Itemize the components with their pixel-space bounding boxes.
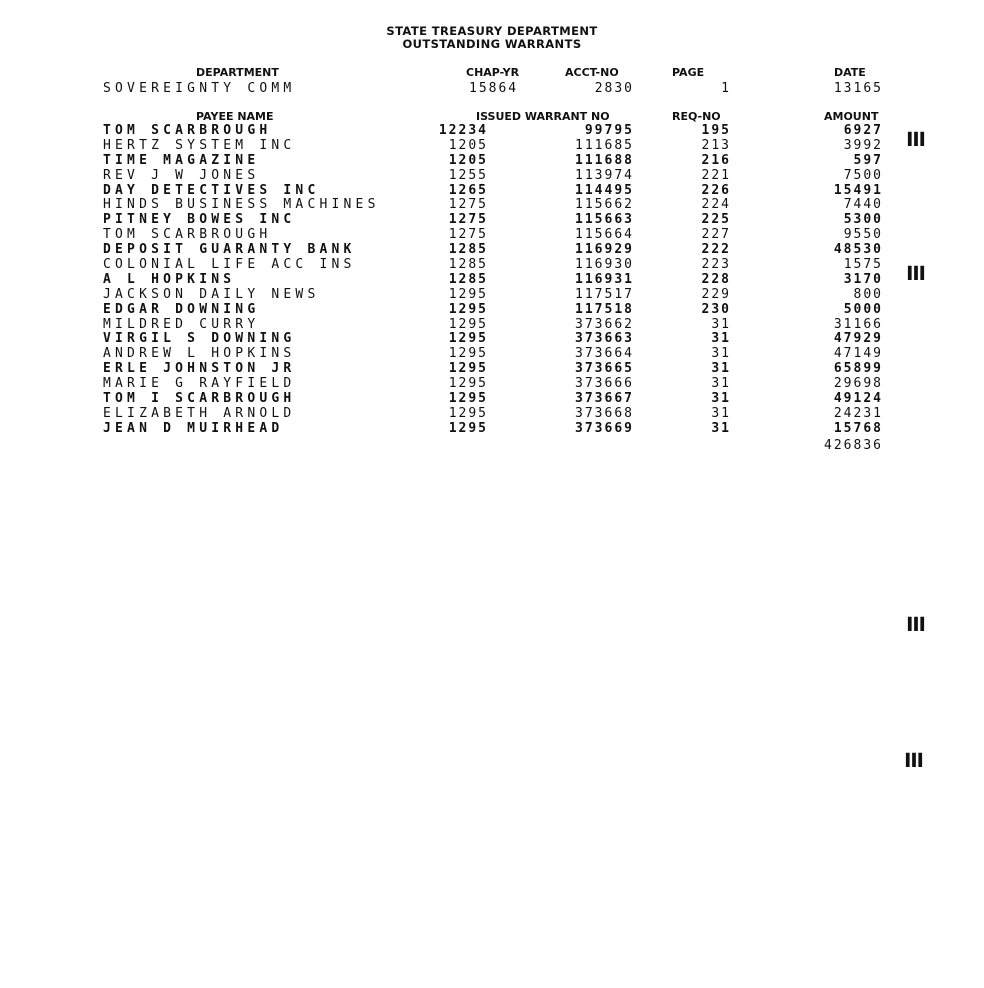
warrant-no-cell: 373669 [575,420,634,436]
issued-cell: 12234 [438,123,488,138]
payee-name-cell: A L HOPKINS [103,271,236,287]
warrant-rows [0,124,984,437]
date-value: 13165 [833,81,883,96]
req-no-cell: 224 [701,197,731,213]
amount-header: AMOUNT [824,110,879,123]
payee-name-cell: DEPOSIT GUARANTY BANK [103,242,356,258]
table-row [0,377,984,392]
warrant-no-cell: 117517 [575,286,634,302]
amount-cell: 800 [853,286,883,302]
payee-name-cell: REV J W JONES [103,167,260,183]
table-row [0,303,984,318]
warrant-no-cell: 111685 [575,137,634,153]
warrant-no-cell: 373665 [575,361,634,377]
warrant-no-cell: 115663 [575,212,634,228]
amount-cell: 597 [853,152,883,168]
warrant-no-cell: 117518 [575,301,634,317]
payee-name-cell: JEAN D MUIRHEAD [103,420,284,436]
req-no-cell: 31 [711,420,731,436]
payee-name-cell: ANDREW L HOPKINS [103,346,296,362]
warrant-no-cell: 373667 [575,391,634,407]
table-row [0,258,984,273]
issued-cell: 1205 [448,137,488,153]
warrant-no-cell: 373664 [575,346,634,362]
payee-name-cell: COLONIAL LIFE ACC INS [103,257,356,273]
table-row [0,154,984,169]
amount-cell: 3170 [843,271,883,287]
issued-cell: 1265 [448,182,488,198]
chap-yr-value: 15864 [469,81,519,96]
amount-cell: 48530 [833,242,883,258]
department-value: SOVEREIGNTY COMM [103,81,296,96]
amount-cell: 15768 [833,420,883,436]
warrant-no-cell: 111688 [575,152,634,168]
table-row [0,288,984,303]
amount-cell: 31166 [833,316,883,332]
table-row [0,407,984,422]
req-no-cell: 31 [711,331,731,347]
amount-cell: 47149 [833,346,883,362]
payee-name-cell: HERTZ SYSTEM INC [103,137,296,153]
chap-yr-label: CHAP-YR [466,66,520,79]
payee-name-cell: EDGAR DOWNING [103,301,260,317]
payee-name-cell: ELIZABETH ARNOLD [103,405,296,421]
table-row [0,198,984,213]
amount-cell: 3992 [843,137,883,153]
table-row [0,347,984,362]
amount-cell: 9550 [843,227,883,243]
issued-cell: 1255 [448,167,488,183]
amount-cell: 5300 [843,212,883,228]
amount-cell: 15491 [833,182,883,198]
payee-name-cell: MARIE G RAYFIELD [103,376,296,392]
page-value: 1 [721,81,731,96]
table-row [0,184,984,199]
amount-cell: 7500 [843,167,883,183]
table-row [0,124,984,139]
req-no-cell: 226 [701,182,731,198]
payee-name-header: PAYEE NAME [196,110,274,123]
req-no-cell: 213 [701,137,731,153]
table-row [0,213,984,228]
req-no-cell: 228 [701,271,731,287]
warrant-no-cell: 373666 [575,376,634,392]
payee-name-cell: HINDS BUSINESS MACHINES [103,197,380,213]
issued-cell: 1295 [448,331,488,347]
issued-cell: 1295 [448,391,488,407]
acct-no-label: ACCT-NO [565,66,619,79]
issued-cell: 1295 [448,316,488,332]
req-no-cell: 31 [711,346,731,362]
req-no-cell: 229 [701,286,731,302]
issued-cell: 1285 [448,257,488,273]
req-no-cell: 227 [701,227,731,243]
issued-cell: 1295 [448,420,488,436]
issued-cell: 1285 [448,242,488,258]
req-no-cell: 230 [701,301,731,317]
table-row [0,392,984,407]
issued-cell: 1295 [448,286,488,302]
table-row [0,273,984,288]
payee-name-cell: JACKSON DAILY NEWS [103,286,320,302]
amount-cell: 6927 [843,123,883,138]
payee-name-cell: PITNEY BOWES INC [103,212,296,228]
issued-cell: 1275 [448,212,488,228]
req-no-cell: 221 [701,167,731,183]
payee-name-cell: TIME MAGAZINE [103,152,260,168]
margin-mark: ▌▌▌ [906,753,925,767]
table-row [0,362,984,377]
amount-cell: 65899 [833,361,883,377]
req-no-cell: 31 [711,376,731,392]
issued-cell: 1295 [448,361,488,377]
margin-mark: ▌▌▌ [908,617,927,631]
amount-cell: 1575 [843,257,883,273]
table-row [0,228,984,243]
issued-cell: 1295 [448,376,488,392]
amount-cell: 5000 [843,301,883,317]
table-row [0,169,984,184]
payee-name-cell: TOM I SCARBROUGH [103,391,296,407]
warrant-no-cell: 113974 [575,167,634,183]
table-row [0,332,984,347]
warrant-no-cell: 115662 [575,197,634,213]
warrant-no-cell: 114495 [575,182,634,198]
issued-warrant-header: ISSUED WARRANT NO [476,110,610,123]
department-label: DEPARTMENT [196,66,279,79]
report-title: STATE TREASURY DEPARTMENT [386,24,598,38]
amount-cell: 7440 [843,197,883,213]
payee-name-cell: MILDRED CURRY [103,316,260,332]
req-no-header: REQ-NO [672,110,721,123]
payee-name-cell: TOM SCARBROUGH [103,123,272,138]
req-no-cell: 31 [711,391,731,407]
issued-cell: 1295 [448,405,488,421]
warrant-no-cell: 116931 [575,271,634,287]
req-no-cell: 195 [701,123,731,138]
issued-cell: 1275 [448,227,488,243]
acct-no-value: 2830 [594,81,634,96]
payee-name-cell: VIRGIL S DOWNING [103,331,296,347]
warrant-no-cell: 373668 [575,405,634,421]
page-label: PAGE [672,66,705,79]
margin-mark: ▌▌▌ [908,132,927,146]
warrant-no-cell: 116929 [575,242,634,258]
amount-cell: 24231 [833,405,883,421]
date-label: DATE [834,66,866,79]
table-row [0,422,984,437]
issued-cell: 1295 [448,301,488,317]
margin-mark: ▌▌▌ [908,266,927,280]
warrant-no-cell: 115664 [575,227,634,243]
payee-name-cell: TOM SCARBROUGH [103,227,272,243]
req-no-cell: 216 [701,152,731,168]
payee-name-cell: ERLE JOHNSTON JR [103,361,296,377]
warrant-no-cell: 99795 [584,123,634,138]
issued-cell: 1295 [448,346,488,362]
table-row [0,139,984,154]
warrant-no-cell: 373663 [575,331,634,347]
amount-cell: 49124 [833,391,883,407]
req-no-cell: 222 [701,242,731,258]
req-no-cell: 31 [711,361,731,377]
payee-name-cell: DAY DETECTIVES INC [103,182,320,198]
issued-cell: 1205 [448,152,488,168]
table-row [0,318,984,333]
table-row [0,243,984,258]
warrant-no-cell: 373662 [575,316,634,332]
req-no-cell: 223 [701,257,731,273]
warrant-no-cell: 116930 [575,257,634,273]
req-no-cell: 225 [701,212,731,228]
req-no-cell: 31 [711,405,731,421]
issued-cell: 1285 [448,271,488,287]
req-no-cell: 31 [711,316,731,332]
report-subtitle: OUTSTANDING WARRANTS [402,37,582,51]
amount-cell: 29698 [833,376,883,392]
amount-cell: 47929 [833,331,883,347]
issued-cell: 1275 [448,197,488,213]
total-amount: 426836 [824,438,883,453]
